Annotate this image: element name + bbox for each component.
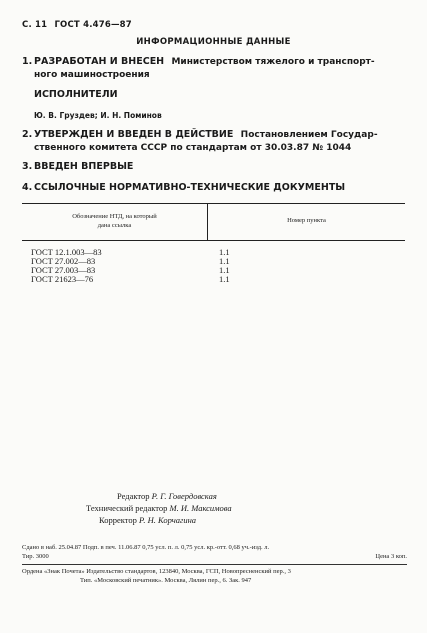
item-text-continued: ственного комитета СССР по стандартам от 30.03.87 № 1044 xyxy=(34,143,352,153)
credit-tech-editor xyxy=(0,502,427,514)
row-document: ГОСТ 27.002—83 xyxy=(31,256,96,266)
credit-name: Р. Н. Корчагина xyxy=(139,515,197,525)
credit-label: Редактор xyxy=(117,491,150,501)
table-header-document xyxy=(22,212,207,230)
item-first-introduced xyxy=(22,160,402,173)
row-document: ГОСТ 27.003—83 xyxy=(31,265,96,275)
row-document: ГОСТ 12.1.003—83 xyxy=(31,247,102,257)
printer-line: Тип. «Московский печатник». Москва, Лялин пер., 6. Зак. 947 xyxy=(80,577,252,584)
row-clause: 1.1 xyxy=(219,247,230,257)
publisher-footer xyxy=(22,567,407,585)
item-heading: УТВЕРЖДЕН И ВВЕДЕН В ДЕЙСТВИЕ xyxy=(34,129,234,140)
standard-code: ГОСТ 4.476—87 xyxy=(54,20,132,30)
imprint xyxy=(22,543,407,561)
item-approved xyxy=(22,128,402,155)
table-header xyxy=(22,204,405,240)
credit-name: М. И. Максимова xyxy=(169,503,232,513)
credits xyxy=(0,490,427,526)
item-heading: ССЫЛОЧНЫЕ НОРМАТИВНО-ТЕХНИЧЕСКИЕ ДОКУМЕНТЫ xyxy=(34,182,346,193)
item-text: Постановлением Государ- xyxy=(240,130,378,140)
table-row xyxy=(22,275,405,284)
item-reference-documents xyxy=(22,181,402,194)
credit-label: Корректор xyxy=(99,515,137,525)
page-header xyxy=(22,20,132,30)
executors-names: Ю. В. Груздев; И. Н. Поминов xyxy=(34,111,162,120)
item-executors xyxy=(22,88,402,101)
item-heading: ИСПОЛНИТЕЛИ xyxy=(34,89,118,100)
item-number: 2. xyxy=(22,129,33,140)
credit-corrector xyxy=(0,514,427,526)
header-line: Обозначение НТД, на который xyxy=(72,213,157,220)
item-developed xyxy=(22,55,402,82)
credit-name: Р. Г. Говердовская xyxy=(151,491,217,501)
item-number: 4. xyxy=(22,182,33,193)
section-title: ИНФОРМАЦИОННЫЕ ДАННЫЕ xyxy=(136,37,291,47)
row-clause: 1.1 xyxy=(219,256,230,266)
item-heading: ВВЕДЕН ВПЕРВЫЕ xyxy=(34,161,134,172)
footer-rule xyxy=(22,564,407,565)
item-heading: РАЗРАБОТАН И ВНЕСЕН xyxy=(34,56,165,67)
item-text: Министерством тяжелого и транспорт- xyxy=(171,57,375,67)
page-number: С. 11 xyxy=(22,20,48,30)
credit-label: Технический редактор xyxy=(86,503,168,513)
imprint-print-run: Тир. 3000 xyxy=(22,553,49,560)
imprint-price: Цена 3 коп. xyxy=(375,553,407,560)
table-header-clause: Номер пункта xyxy=(287,217,326,224)
row-clause: 1.1 xyxy=(219,274,230,284)
publisher-line: Ордена «Знак Почета» Издательство стандартов, 123840, Москва, ГСП, Новопресненский пер., 3 xyxy=(22,568,291,575)
reference-table xyxy=(22,203,405,284)
table-header-rule xyxy=(22,240,405,241)
item-text-continued: ного машиностроения xyxy=(34,70,150,80)
table-body xyxy=(22,248,405,284)
row-clause: 1.1 xyxy=(219,265,230,275)
item-number: 3. xyxy=(22,161,33,172)
item-number: 1. xyxy=(22,56,33,67)
row-document: ГОСТ 21623—76 xyxy=(31,274,94,284)
imprint-line: Сдано в наб. 25.04.87 Подп. в печ. 11.06.87 0,75 усл. п. л. 0,75 усл. кр.-отт. 0,68 уч.-изд. л. xyxy=(22,544,270,551)
credit-editor xyxy=(0,490,427,502)
header-line: дана ссылка xyxy=(97,222,132,229)
